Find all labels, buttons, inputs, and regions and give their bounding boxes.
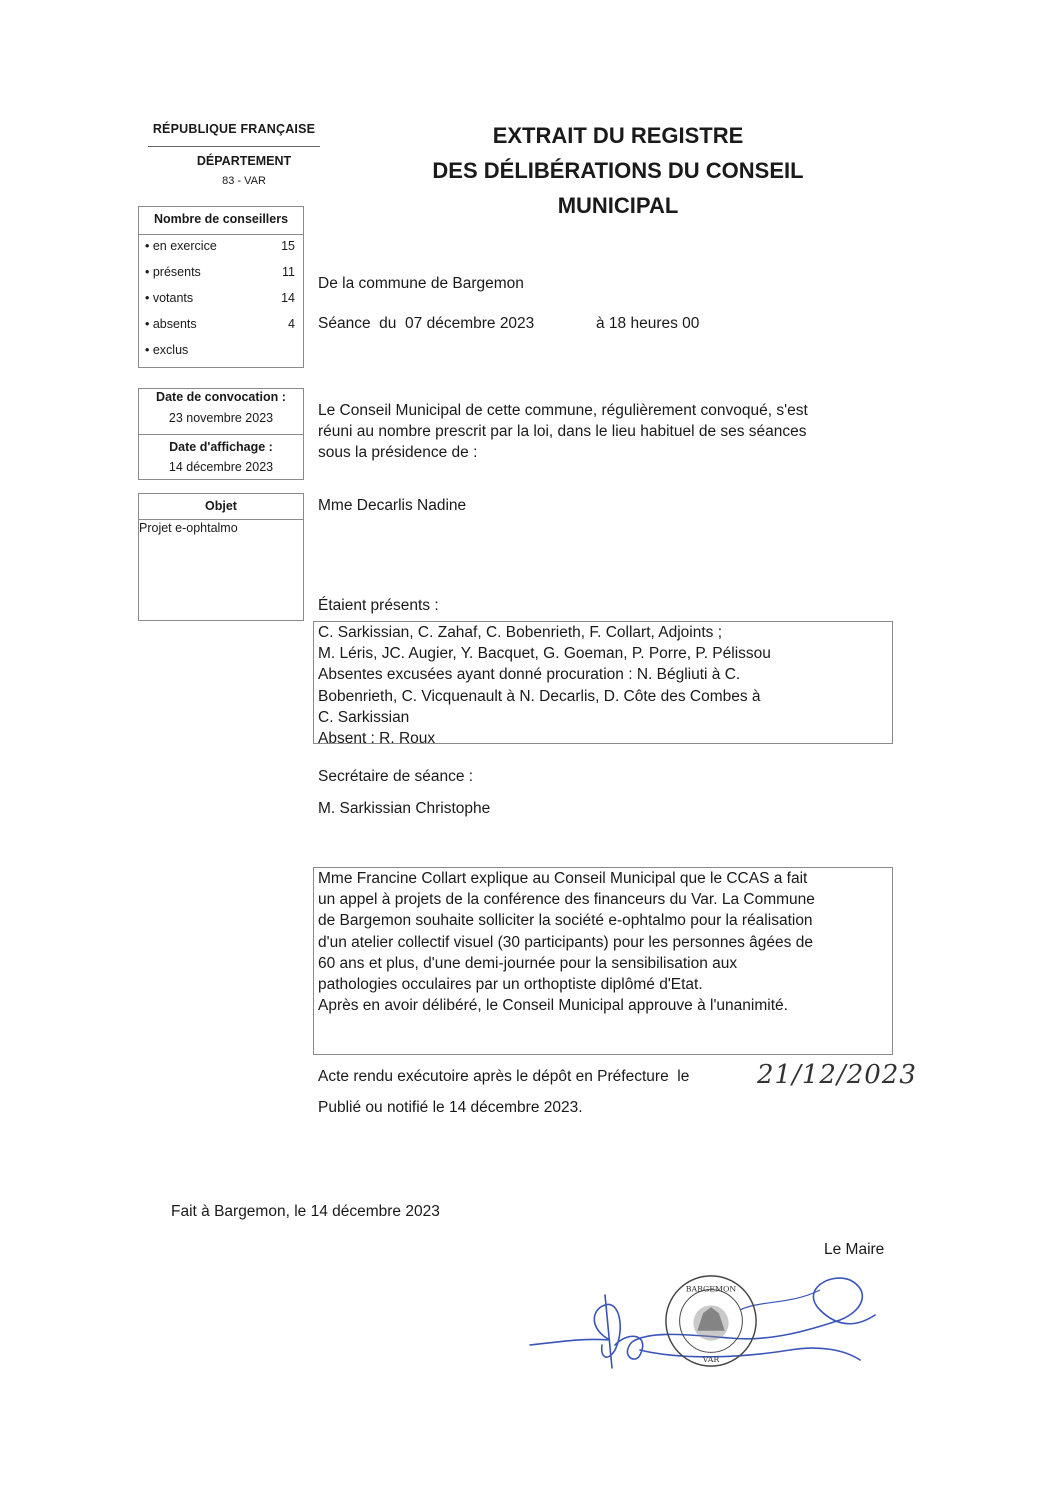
objet-text: Projet e-ophtalmo — [139, 521, 238, 535]
text-line: Le Conseil Municipal de cette commune, régulièrement convoqué, s'est — [318, 402, 808, 419]
text-line: de Bargemon souhaite solliciter la société e-ophtalmo pour la réalisation — [318, 912, 813, 930]
text-line: 60 ans et plus, d'une demi-journée pour la sensibilisation aux — [318, 954, 738, 972]
text-line: un appel à projets de la conférence des financeurs du Var. La Commune — [318, 891, 815, 909]
text-line: M. Léris, JC. Augier, Y. Bacquet, G. Goeman, P. Porre, P. Pélissou — [318, 645, 771, 663]
executoire-line: Acte rendu exécutoire après le dépôt en Préfecture le — [318, 1068, 690, 1085]
text-line: Absent : R. Roux — [318, 730, 436, 748]
seance-heure: à 18 heures 00 — [596, 315, 700, 332]
president-name: Mme Decarlis Nadine — [318, 497, 467, 514]
row-value: 14 — [281, 291, 295, 305]
republique-label: RÉPUBLIQUE FRANÇAISE — [152, 122, 316, 136]
text-line: sous la présidence de : — [318, 444, 478, 461]
text-line: réuni au nombre prescrit par la loi, dans le lieu habituel de ses séances — [318, 423, 807, 440]
signataire-label: Le Maire — [824, 1241, 885, 1258]
row-value: 15 — [281, 239, 295, 253]
text-line: Bobenrieth, C. Vicquenault à N. Decarlis, D. Côte des Combes à — [318, 687, 761, 705]
presents-box — [313, 621, 893, 748]
deliberation-box — [313, 867, 893, 1055]
convocation-label: Date de convocation : — [156, 390, 286, 404]
row-label: • votants — [145, 291, 194, 305]
conseillers-heading: Nombre de conseillers — [139, 207, 303, 235]
text-line: C. Sarkissian — [318, 708, 410, 726]
text-line: Absentes excusées ayant donné procuration : N. Bégliuti à C. — [318, 666, 741, 684]
divider — [148, 146, 320, 147]
text-line: Mme Francine Collart explique au Conseil Municipal que le CCAS a fait — [318, 870, 808, 887]
title-line-2: DES DÉLIBÉRATIONS DU CONSEIL — [432, 158, 804, 183]
affichage-value: 14 décembre 2023 — [168, 460, 274, 474]
dates-box — [138, 388, 304, 480]
divider — [139, 434, 303, 435]
publie-line: Publié ou notifié le 14 décembre 2023. — [318, 1099, 583, 1116]
title-line-1: EXTRAIT DU REGISTRE — [492, 123, 744, 148]
fait-a-line: Fait à Bargemon, le 14 décembre 2023 — [171, 1203, 440, 1220]
text-line: C. Sarkissian, C. Zahaf, C. Bobenrieth, F. Collart, Adjoints ; — [318, 624, 723, 641]
row-value: 11 — [282, 265, 295, 279]
intro-paragraph — [318, 400, 878, 463]
text-line: d'un atelier collectif visuel (30 participants) pour les personnes âgées de — [318, 933, 813, 951]
row-label: • absents — [145, 317, 197, 331]
secretaire-label: Secrétaire de séance : — [318, 768, 474, 785]
conseillers-box — [138, 206, 304, 368]
departement-label: DÉPARTEMENT — [196, 154, 292, 168]
seance-date: Séance du 07 décembre 2023 — [318, 315, 535, 332]
svg-text:VAR: VAR — [702, 1355, 720, 1365]
secretaire-name: M. Sarkissian Christophe — [318, 800, 491, 817]
convocation-value: 23 novembre 2023 — [168, 411, 274, 425]
row-label: • en exercice — [145, 239, 217, 253]
svg-text:BARGEMON: BARGEMON — [685, 1284, 737, 1294]
title-line-3: MUNICIPAL — [557, 193, 679, 218]
row-label: • exclus — [145, 343, 189, 357]
row-value: 4 — [288, 317, 295, 331]
affichage-label: Date d'affichage : — [169, 440, 273, 454]
objet-heading: Objet — [139, 494, 303, 520]
document-title — [380, 118, 856, 223]
text-line: Après en avoir délibéré, le Conseil Municipal approuve à l'unanimité. — [318, 997, 788, 1015]
mairie-seal — [662, 1272, 760, 1370]
handwritten-date: 21/12/2023 — [757, 1060, 917, 1090]
text-line: pathologies occulaires par un orthoptiste diplômé d'Etat. — [318, 976, 703, 994]
row-label: • présents — [145, 265, 201, 279]
departement-code: 83 - VAR — [222, 175, 266, 187]
objet-box — [138, 493, 304, 621]
presents-label: Étaient présents : — [318, 597, 439, 614]
commune-line: De la commune de Bargemon — [318, 275, 524, 292]
